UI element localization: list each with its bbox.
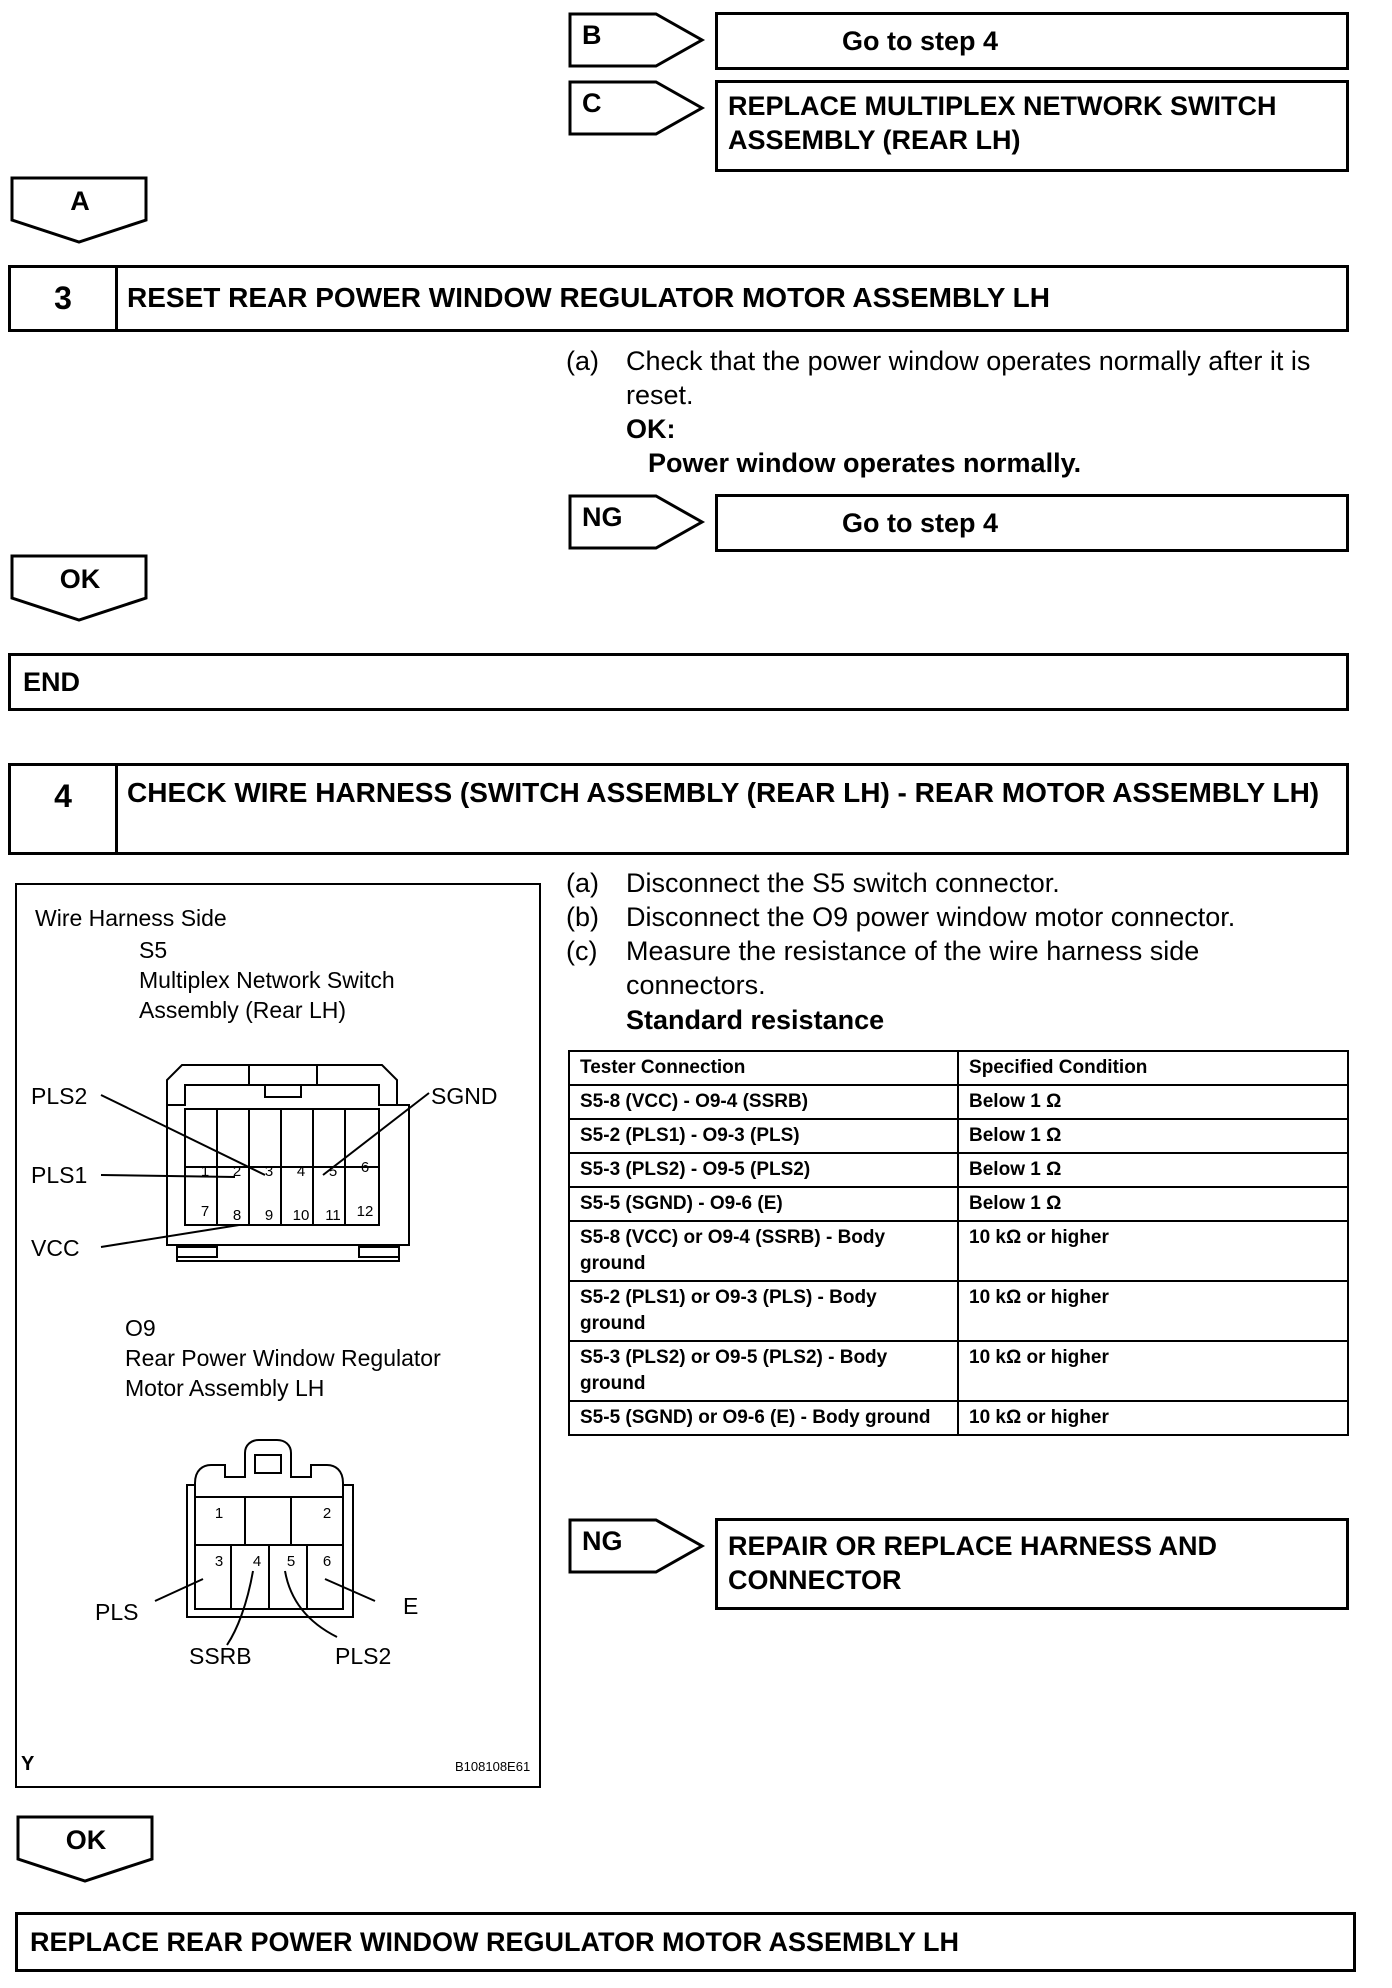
table-cell: Below 1 Ω xyxy=(958,1085,1348,1119)
table-header-cell: Tester Connection xyxy=(569,1051,958,1085)
step-3-title: RESET REAR POWER WINDOW REGULATOR MOTOR ASSEMBLY LH xyxy=(127,282,1051,313)
o9-pin-2: 2 xyxy=(322,1505,332,1522)
table-cell: 10 kΩ or higher xyxy=(958,1341,1348,1401)
o9-connector-id: O9 xyxy=(125,1315,156,1341)
final-replace-text: REPLACE REAR POWER WINDOW REGULATOR MOTOR ASSEMBLY LH xyxy=(30,1927,960,1957)
o9-pin-3: 3 xyxy=(214,1553,224,1570)
table-cell: 10 kΩ or higher xyxy=(958,1401,1348,1435)
s5-pin-3: 3 xyxy=(264,1163,274,1180)
step-3-item-a-text: Check that the power window operates normally after it is reset. xyxy=(626,346,1311,410)
table-cell: Below 1 Ω xyxy=(958,1119,1348,1153)
s5-pin-10: 10 xyxy=(292,1207,310,1224)
table-row xyxy=(569,1281,1348,1341)
table-row xyxy=(569,1187,1348,1221)
s5-pin-7: 7 xyxy=(200,1203,210,1220)
table-cell: Below 1 Ω xyxy=(958,1153,1348,1187)
s5-pin-9: 9 xyxy=(264,1207,274,1224)
branch-b-label: B xyxy=(582,20,602,50)
s5-pin-6: 6 xyxy=(360,1159,370,1176)
s5-pin-8: 8 xyxy=(232,1207,242,1224)
table-cell: S5-3 (PLS2) - O9-5 (PLS2) xyxy=(569,1153,958,1187)
o9-label-e: E xyxy=(403,1593,419,1619)
s5-pin-11: 11 xyxy=(325,1207,341,1224)
table-cell: S5-3 (PLS2) or O9-5 (PLS2) - Body ground xyxy=(569,1341,958,1401)
o9-label-pls: PLS xyxy=(95,1599,139,1625)
step-4-ok-tag xyxy=(16,1815,156,1885)
step-3-ok-tag xyxy=(10,554,150,624)
figure-code: B108108E61 xyxy=(455,1759,531,1774)
step-4-ng-label: NG xyxy=(582,1526,623,1556)
branch-a-tag xyxy=(10,176,150,246)
s5-pin-1: 1 xyxy=(200,1163,210,1180)
o9-connector-name-line-1: Rear Power Window Regulator xyxy=(125,1345,441,1371)
s5-connector-id: S5 xyxy=(139,937,168,963)
s5-label-sgnd: SGND xyxy=(431,1083,498,1109)
table-row xyxy=(569,1401,1348,1435)
step-4-ng-target: REPAIR OR REPLACE HARNESS AND CONNECTOR xyxy=(728,1531,1218,1595)
step-3-item-a-marker: (a) xyxy=(566,346,599,376)
step-3-number: 3 xyxy=(11,268,118,329)
table-cell: S5-2 (PLS1) or O9-3 (PLS) - Body ground xyxy=(569,1281,958,1341)
branch-b-target: Go to step 4 xyxy=(842,26,999,56)
step-4-item-a-text: Disconnect the S5 switch connector. xyxy=(626,868,1060,898)
step-4-title: CHECK WIRE HARNESS (SWITCH ASSEMBLY (REAR LH) - REAR MOTOR ASSEMBLY LH) xyxy=(127,777,1320,808)
final-replace-box xyxy=(15,1912,1356,1972)
table-header-row xyxy=(569,1051,1348,1085)
table-row xyxy=(569,1153,1348,1187)
figure-corner-letter: Y xyxy=(21,1753,35,1775)
step-4-item-c-marker: (c) xyxy=(566,936,598,966)
step-3-ok-tag-label: OK xyxy=(59,564,101,594)
table-cell: S5-8 (VCC) or O9-4 (SSRB) - Body ground xyxy=(569,1221,958,1281)
branch-c-target: REPLACE MULTIPLEX NETWORK SWITCH ASSEMBLY (REAR LH) xyxy=(728,91,1277,155)
table-header-cell: Specified Condition xyxy=(958,1051,1348,1085)
connector-diagram xyxy=(15,883,541,1788)
s5-connector-name-line-1: Multiplex Network Switch xyxy=(139,967,395,993)
branch-c-label: C xyxy=(582,88,602,118)
table-cell: 10 kΩ or higher xyxy=(958,1221,1348,1281)
table-cell: Below 1 Ω xyxy=(958,1187,1348,1221)
table-cell: 10 kΩ or higher xyxy=(958,1281,1348,1341)
s5-label-vcc: VCC xyxy=(31,1235,80,1261)
step-3-ng-target: Go to step 4 xyxy=(842,508,999,538)
step-4-number: 4 xyxy=(11,766,118,852)
branch-b-tag xyxy=(568,12,708,68)
branch-c-tag xyxy=(568,80,708,136)
s5-pin-4: 4 xyxy=(296,1163,306,1180)
branch-c-target-box xyxy=(715,80,1349,172)
table-cell: S5-2 (PLS1) - O9-3 (PLS) xyxy=(569,1119,958,1153)
s5-label-pls1: PLS1 xyxy=(31,1162,88,1188)
end-label: END xyxy=(23,667,81,697)
step-4-ng-tag xyxy=(568,1518,708,1574)
step-3-ng-target-box xyxy=(715,494,1349,552)
o9-pin-6: 6 xyxy=(322,1553,332,1570)
o9-connector-drawing xyxy=(17,885,539,1785)
standard-resistance-label: Standard resistance xyxy=(626,1005,885,1035)
table-cell: S5-5 (SGND) or O9-6 (E) - Body ground xyxy=(569,1401,958,1435)
step-3-ok-label: OK: xyxy=(626,414,676,444)
table-cell: S5-8 (VCC) - O9-4 (SSRB) xyxy=(569,1085,958,1119)
table-cell: S5-5 (SGND) - O9-6 (E) xyxy=(569,1187,958,1221)
step-3-ok-text: Power window operates normally. xyxy=(648,448,1082,478)
o9-connector-name-line-2: Motor Assembly LH xyxy=(125,1375,325,1401)
o9-pin-5: 5 xyxy=(286,1553,296,1570)
s5-pin-12: 12 xyxy=(356,1203,374,1220)
wire-harness-side-label: Wire Harness Side xyxy=(35,905,227,931)
o9-pin-4: 4 xyxy=(252,1553,262,1570)
end-box xyxy=(8,653,1349,711)
step-4-ng-target-box xyxy=(715,1518,1349,1610)
o9-label-pls2: PLS2 xyxy=(335,1643,392,1669)
step-4-item-b-text: Disconnect the O9 power window motor connector. xyxy=(626,902,1236,932)
s5-pin-5: 5 xyxy=(328,1163,338,1180)
o9-label-ssrb: SSRB xyxy=(189,1643,252,1669)
table-row xyxy=(569,1221,1348,1281)
step-4-header xyxy=(8,763,1349,855)
s5-label-pls2: PLS2 xyxy=(31,1083,88,1109)
step-3-ng-tag xyxy=(568,494,708,550)
step-4-ok-tag-label: OK xyxy=(65,1825,107,1855)
resistance-table xyxy=(568,1050,1349,1436)
step-4-item-c-text: Measure the resistance of the wire harness side connectors. xyxy=(626,936,1200,1000)
branch-b-target-box xyxy=(715,12,1349,70)
s5-pin-2: 2 xyxy=(232,1163,242,1180)
o9-pin-1: 1 xyxy=(214,1505,224,1522)
step-4-item-b-marker: (b) xyxy=(566,902,599,932)
step-3-header xyxy=(8,265,1349,332)
s5-connector-name-line-2: Assembly (Rear LH) xyxy=(139,997,347,1023)
step-4-item-a-marker: (a) xyxy=(566,868,599,898)
table-row xyxy=(569,1085,1348,1119)
table-row xyxy=(569,1119,1348,1153)
table-row xyxy=(569,1341,1348,1401)
step-3-ng-label: NG xyxy=(582,502,623,532)
branch-a-label: A xyxy=(70,186,90,216)
